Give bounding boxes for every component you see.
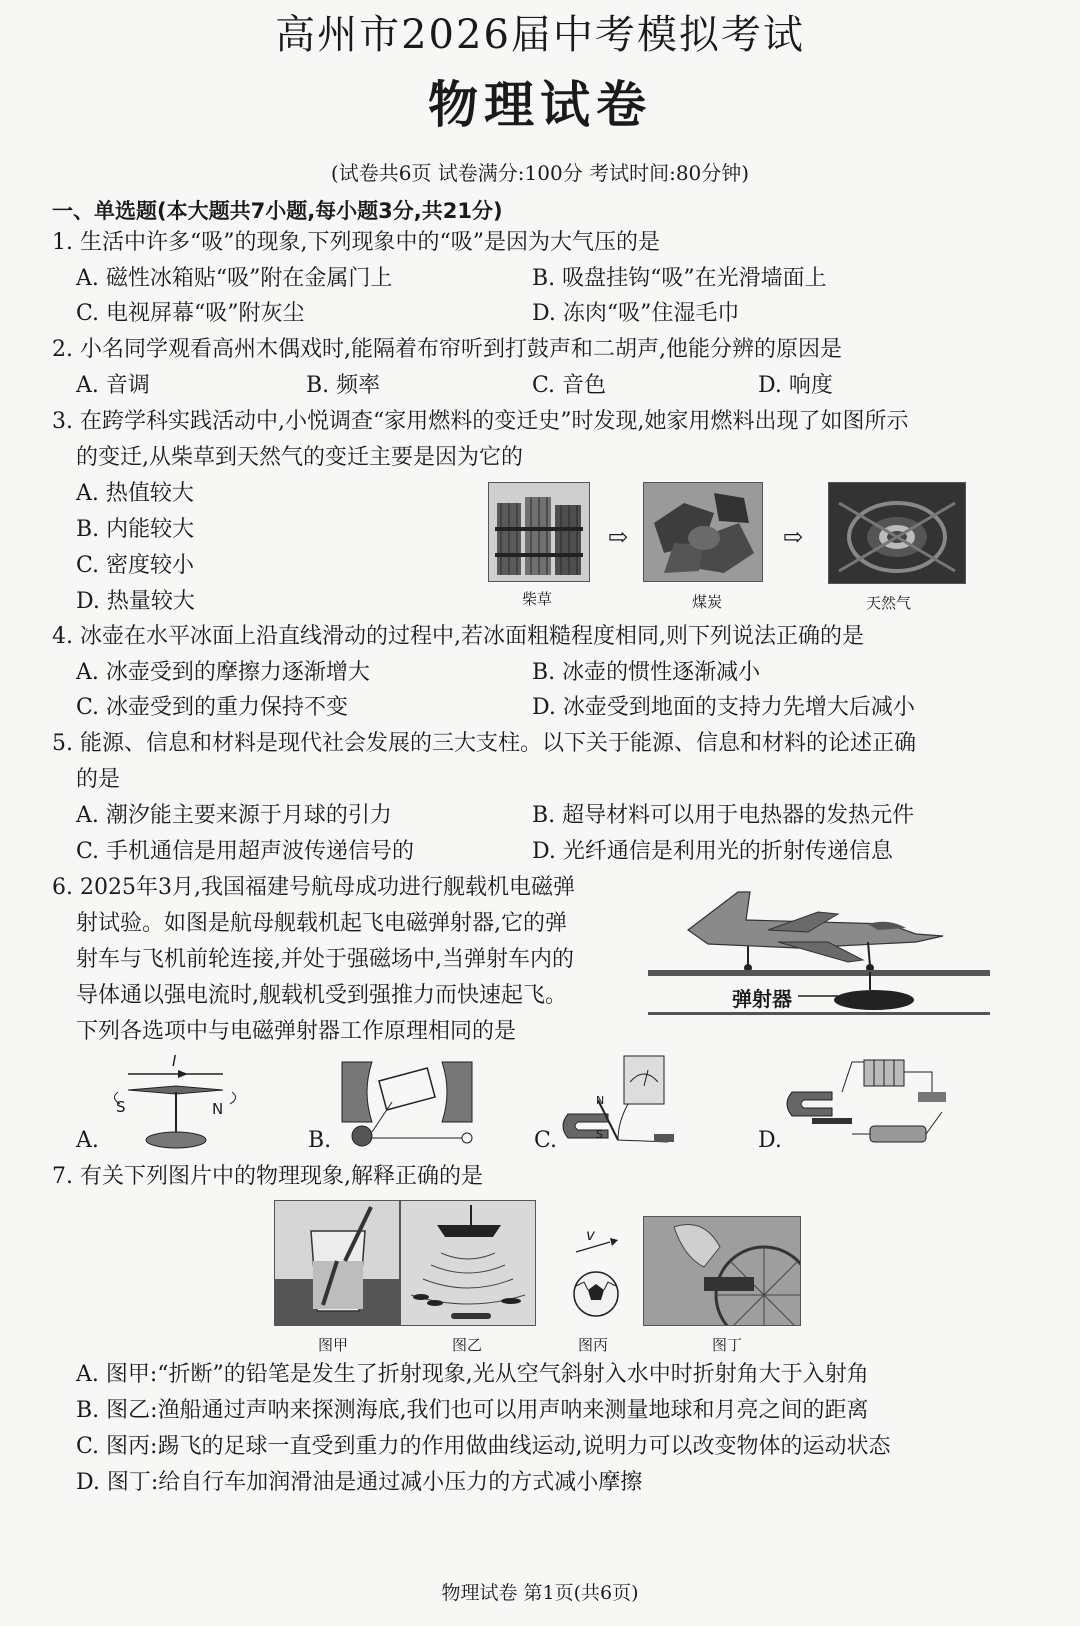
q6-line4: 导体通以强电流时,舰载机受到强推力而快速起飞。 [76, 983, 567, 1008]
q4-stem: 4. 冰壶在水平冰面上沿直线滑动的过程中,若冰面粗糙程度相同,则下列说法正确的是 [52, 624, 864, 649]
jet-catapult-figure [648, 882, 990, 1022]
q7-option-a: A. 图甲:“折断”的铅笔是发生了折射现象,光从空气斜射入水中时折射角大于入射角 [76, 1362, 869, 1387]
q1-option-b: B. 吸盘挂钩“吸”在光滑墙面上 [532, 266, 827, 291]
q3-option-a: A. 热值较大 [76, 481, 194, 506]
q6-line1: 6. 2025年3月,我国福建号航母成功进行舰载机电磁弹 [52, 875, 575, 900]
figure-ding-caption: 图丁 [712, 1336, 743, 1354]
q3-option-c: C. 密度较小 [76, 553, 195, 578]
q5-stem-line1: 5. 能源、信息和材料是现代社会发展的三大支柱。以下关于能源、信息和材料的论述正确 [52, 731, 916, 756]
q3-option-b: B. 内能较大 [76, 517, 195, 542]
gas-caption: 天然气 [866, 594, 912, 612]
subject-title: 物理试卷 [428, 75, 652, 134]
q6-line5: 下列各选项中与电磁弹射器工作原理相同的是 [76, 1019, 517, 1044]
firewood-caption: 柴草 [522, 590, 553, 608]
q7-option-d: D. 图丁:给自行车加润滑油是通过减小压力的方式减小摩擦 [76, 1470, 643, 1495]
q1-option-d: D. 冻肉“吸”住湿毛巾 [532, 301, 740, 326]
north-label: N [212, 1100, 224, 1118]
pencil-in-water-photo [274, 1200, 400, 1326]
q4-option-a: A. 冰壶受到的摩擦力逐渐增大 [76, 660, 370, 685]
section-heading: 一、单选题(本大题共7小题,每小题3分,共21分) [52, 199, 503, 223]
sonar-ship-photo [400, 1200, 536, 1326]
q6-line3: 射车与飞机前轮连接,并处于强磁场中,当弹射车内的 [76, 947, 574, 972]
q1-option-c: C. 电视屏幕“吸”附灰尘 [76, 301, 305, 326]
motor-circuit-figure [782, 1052, 952, 1152]
figure-bing-caption: 图丙 [578, 1336, 609, 1354]
q6-option-a: A. [76, 1128, 99, 1153]
q1-stem: 1. 生活中许多“吸”的现象,下列现象中的“吸”是因为大气压的是 [52, 230, 660, 255]
q5-stem-line2: 的是 [76, 767, 121, 792]
q2-option-a: A. 音调 [76, 373, 150, 398]
arrow-icon: ⇨ [783, 523, 804, 551]
coal-photo [643, 482, 763, 582]
q5-option-d: D. 光纤通信是利用光的折射传递信息 [532, 839, 893, 864]
south-label: S [116, 1098, 126, 1116]
q2-option-c: C. 音色 [532, 373, 607, 398]
q6-line2: 射试验。如图是航母舰载机起飞电磁弹射器,它的弹 [76, 911, 567, 936]
arrow-icon: ⇨ [608, 523, 629, 551]
figure-jia-caption: 图甲 [318, 1336, 349, 1354]
generator-figure [332, 1052, 482, 1152]
q5-option-b: B. 超导材料可以用于电热器的发热元件 [532, 803, 915, 828]
q7-stem: 7. 有关下列图片中的物理现象,解释正确的是 [52, 1164, 483, 1189]
galvo-south-label: S [596, 1128, 603, 1141]
figure-yi-caption: 图乙 [452, 1336, 483, 1354]
q4-option-d: D. 冰壶受到地面的支持力先增大后减小 [532, 695, 915, 720]
q4-option-c: C. 冰壶受到的重力保持不变 [76, 695, 349, 720]
q2-option-d: D. 响度 [758, 373, 833, 398]
q6-option-b: B. [308, 1128, 332, 1153]
q3-stem-line1: 3. 在跨学科实践活动中,小悦调查“家用燃料的变迁史”时发现,她家用燃料出现了如图所示 [52, 409, 909, 434]
q4-option-b: B. 冰壶的惯性逐渐减小 [532, 660, 761, 685]
gas-stove-photo [828, 482, 966, 584]
current-label: I [172, 1052, 177, 1070]
q6-option-c: C. [534, 1128, 558, 1153]
q3-stem-line2: 的变迁,从柴草到天然气的变迁主要是因为它的 [76, 445, 523, 470]
firewood-photo [488, 482, 590, 582]
q3-option-d: D. 热量较大 [76, 589, 195, 614]
galvanometer-figure [558, 1052, 708, 1152]
football-figure [560, 1224, 630, 1320]
exam-title: 高州市2026届中考模拟考试 [275, 12, 805, 58]
q5-option-c: C. 手机通信是用超声波传递信号的 [76, 839, 415, 864]
q6-option-d: D. [758, 1128, 782, 1153]
velocity-label: v [586, 1226, 595, 1244]
galvo-north-label: N [596, 1094, 605, 1107]
q1-option-a: A. 磁性冰箱贴“吸”附在金属门上 [76, 266, 393, 291]
q7-option-b: B. 图乙:渔船通过声呐来探测海底,我们也可以用声呐来测量地球和月亮之间的距离 [76, 1398, 869, 1423]
coal-caption: 煤炭 [692, 593, 723, 611]
exam-info: (试卷共6页 试卷满分:100分 考试时间:80分钟) [330, 161, 750, 185]
page-footer: 物理试卷 第1页(共6页) [441, 1582, 639, 1604]
bicycle-oil-photo [643, 1216, 801, 1326]
q2-stem: 2. 小名同学观看高州木偶戏时,能隔着布帘听到打鼓声和二胡声,他能分辨的原因是 [52, 337, 842, 362]
q5-option-a: A. 潮汐能主要来源于月球的引力 [76, 803, 392, 828]
q7-option-c: C. 图丙:踢飞的足球一直受到重力的作用做曲线运动,说明力可以改变物体的运动状态 [76, 1434, 891, 1459]
launcher-label: 弹射器 [732, 987, 792, 1011]
q2-option-b: B. 频率 [306, 373, 381, 398]
